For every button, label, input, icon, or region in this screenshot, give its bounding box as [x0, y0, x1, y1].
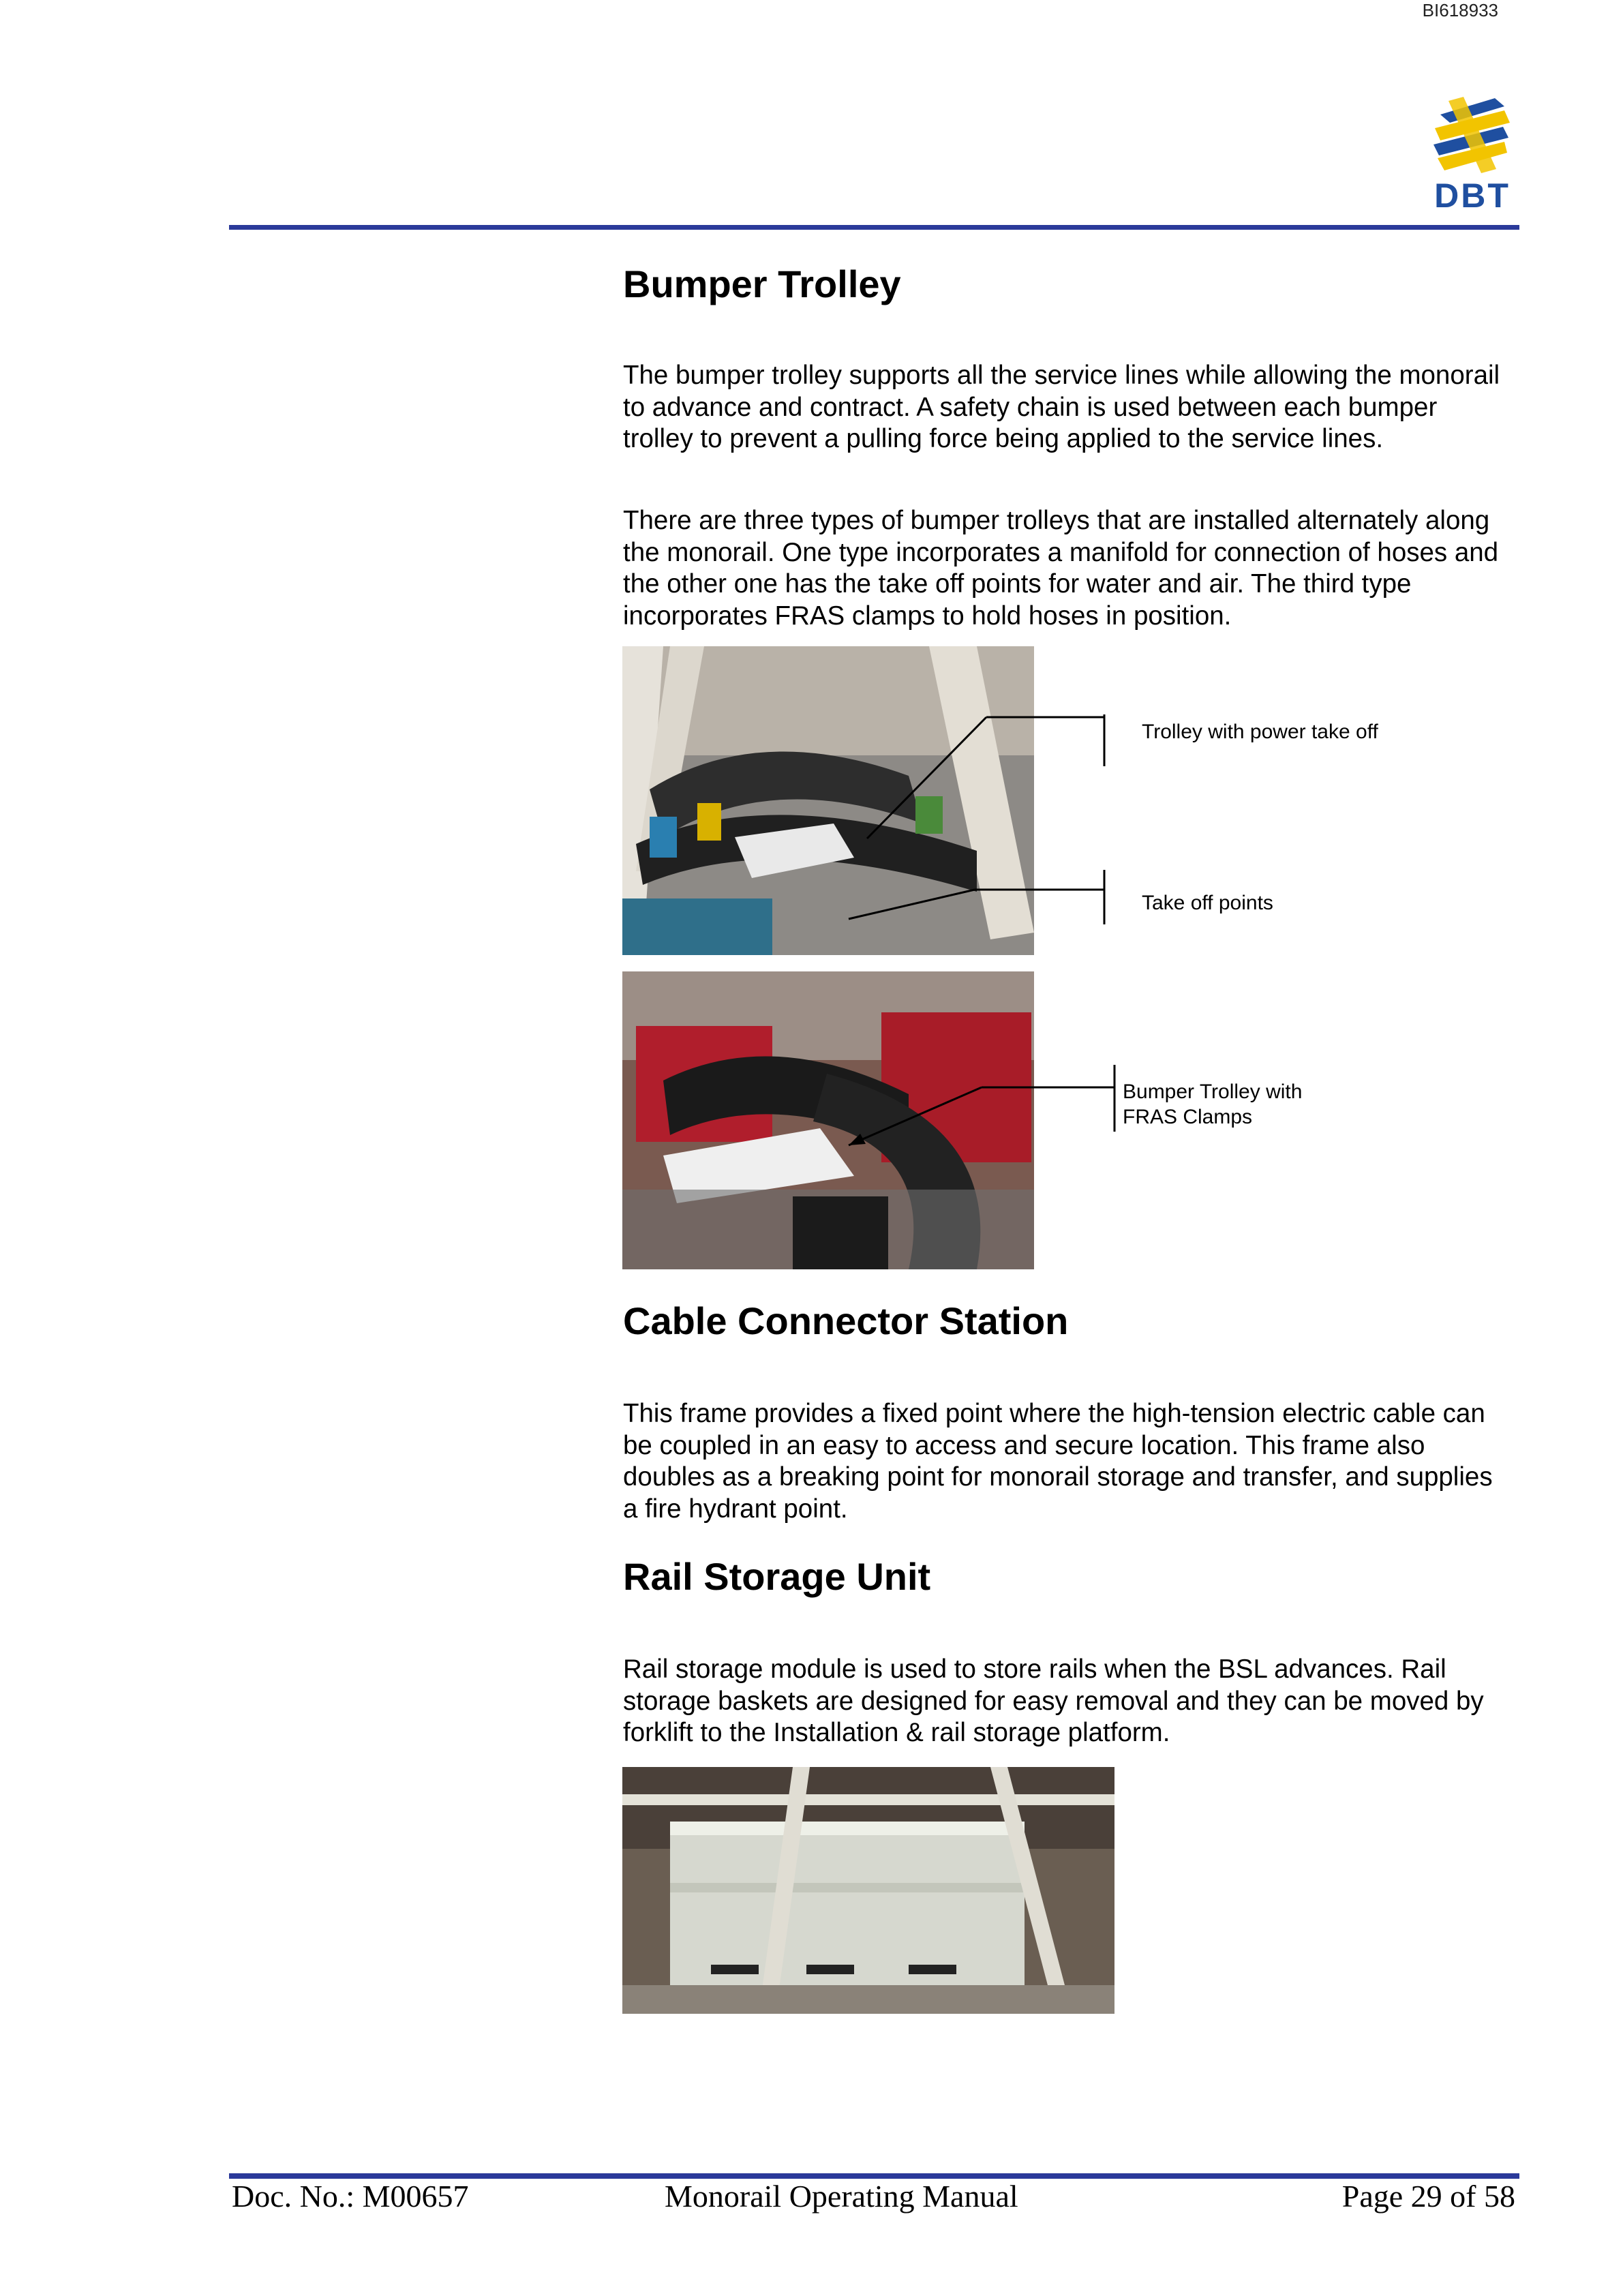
section-heading-bumper-trolley: Bumper Trolley: [623, 262, 901, 305]
photo-bumper-trolley-fras-clamps: [622, 971, 1034, 1269]
document-id: BI618933: [1422, 0, 1498, 20]
section-heading-rail-storage-unit: Rail Storage Unit: [623, 1555, 931, 1598]
header-rule: [229, 225, 1519, 230]
paragraph: There are three types of bumper trolleys that are installed alternately along the monorail. One type incorporates a manifold for connection of hoses and the other one has the take off points for water and air. The third type incorporates FRAS clamps to hold hoses in position.: [623, 506, 1499, 631]
callout-bumper-trolley-fras-line1: Bumper Trolley with: [1123, 1081, 1303, 1103]
paragraph: This frame provides a fixed point where the high-tension electric cable can be coupled in an easy to access and secure location. This frame also doubles as a breaking point for monorail storage and transfer, and supplies a fire hydrant point.: [623, 1399, 1493, 1524]
paragraph: The bumper trolley supports all the service lines while allowing the monorail to advance and contract. A safety chain is used between each bumper trolley to prevent a pulling force being applied to the service lines.: [623, 361, 1500, 453]
photo-rail-storage-unit: [622, 1767, 1114, 2014]
callout-bumper-trolley-fras-line2: FRAS Clamps: [1123, 1106, 1253, 1128]
logo-text: DBT: [1434, 177, 1511, 215]
callout-take-off-points: Take off points: [1142, 892, 1273, 914]
footer-page-number: Page 29 of 58: [1341, 2179, 1515, 2214]
dbt-logo-mark: [1428, 95, 1517, 176]
photo-trolley-power-take-off: [622, 646, 1034, 955]
dbt-logo: [1428, 95, 1517, 215]
section-heading-cable-connector-station: Cable Connector Station: [623, 1299, 1069, 1342]
footer-document-title: Monorail Operating Manual: [665, 2179, 1018, 2214]
paragraph: Rail storage module is used to store rails when the BSL advances. Rail storage baskets are designed for easy removal and they can be moved by forklift to the Installation & rail storage platform.: [623, 1655, 1484, 1747]
footer-doc-number: Doc. No.: M00657: [232, 2179, 469, 2214]
callout-trolley-power-take-off: Trolley with power take off: [1142, 721, 1378, 743]
